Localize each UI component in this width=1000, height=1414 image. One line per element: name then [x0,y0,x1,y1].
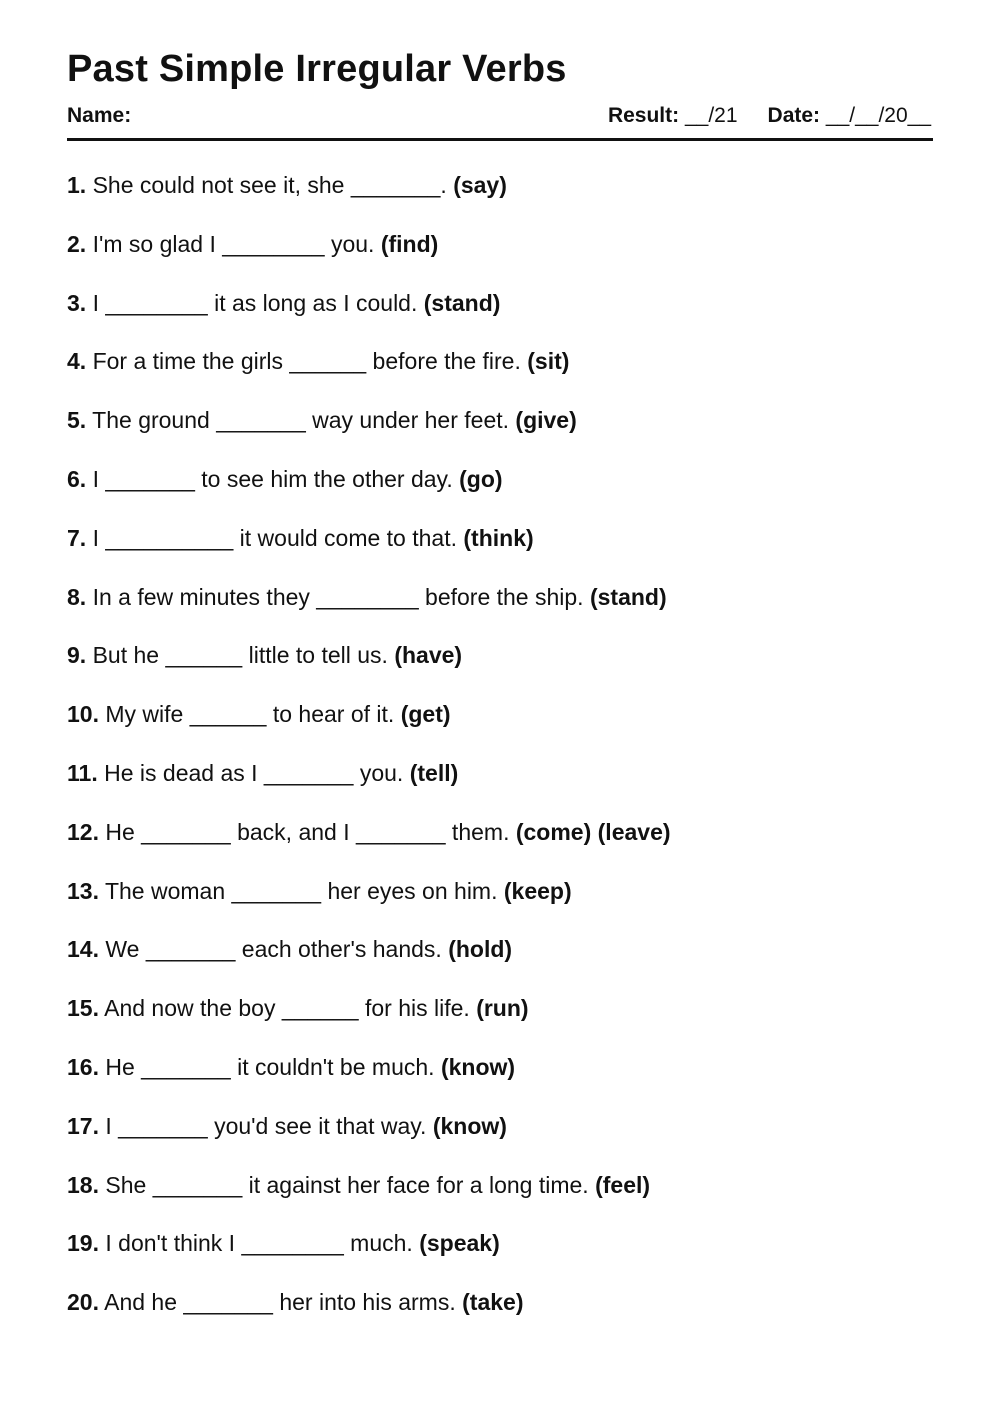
question-text: But he ______ little to tell us. [92,642,388,669]
question-number: 19. [67,1230,99,1257]
question-verb-hint: (take) [462,1289,524,1316]
question-item [67,582,933,641]
question-number: 12. [67,818,99,845]
question-verb-hint: (come) (leave) [515,818,671,845]
question-number: 6. [67,465,87,492]
result-date-group [608,102,931,130]
question-list [67,170,933,1346]
question-text: The ground _______ way under her feet. [92,407,510,434]
question-number: 8. [67,583,87,610]
question-number: 20. [67,1289,99,1316]
question-verb-hint: (get) [400,701,451,728]
question-verb-hint: (keep) [503,877,572,904]
question-verb-hint: (speak) [419,1230,500,1257]
header-divider [67,138,933,141]
question-item [67,464,933,523]
question-text: We _______ each other's hands. [105,936,442,963]
question-text: And now the boy ______ for his life. [104,995,470,1022]
question-verb-hint: (sit) [527,348,570,375]
question-item [67,1228,933,1287]
question-text: I'm so glad I ________ you. [92,230,375,257]
info-row [67,102,933,132]
question-item [67,170,933,229]
question-text: He is dead as I _______ you. [104,759,404,786]
question-number: 11. [67,759,98,786]
question-item [67,1111,933,1170]
question-text: The woman _______ her eyes on him. [104,877,498,904]
question-verb-hint: (hold) [448,936,513,963]
question-number: 3. [67,289,87,316]
question-item [67,934,933,993]
date-value: __/__/20__ [825,104,931,127]
question-item [67,405,933,464]
question-text: For a time the girls ______ before the fire. [92,348,521,375]
question-number: 14. [67,936,99,963]
question-item [67,640,933,699]
question-verb-hint: (stand) [589,583,667,610]
question-verb-hint: (know) [440,1053,516,1080]
question-text: I _______ you'd see it that way. [105,1112,427,1139]
question-item [67,1052,933,1111]
question-number: 16. [67,1053,99,1080]
question-verb-hint: (have) [394,642,463,669]
question-verb-hint: (give) [515,407,577,434]
worksheet-title: Past Simple Irregular Verbs [67,48,567,90]
result-value: __/21 [684,104,738,127]
question-text: My wife ______ to hear of it. [105,701,395,728]
question-text: She could not see it, she _______. [92,172,447,198]
question-number: 2. [67,230,87,257]
question-item [67,817,933,876]
question-number: 13. [67,877,99,904]
question-verb-hint: (feel) [595,1171,651,1198]
result-label: Result: [607,104,680,127]
question-number: 15. [67,995,99,1022]
question-text: He _______ back, and I _______ them. [105,818,510,845]
question-number: 5. [67,407,87,434]
question-text: I don't think I ________ much. [105,1230,413,1257]
date-label: Date: [767,104,821,127]
question-item [67,1287,933,1346]
question-verb-hint: (say) [453,172,507,198]
question-verb-hint: (find) [380,230,439,257]
question-text: I _______ to see him the other day. [92,465,453,492]
question-verb-hint: (run) [476,995,529,1022]
question-verb-hint: (know) [432,1112,507,1139]
question-item [67,288,933,347]
question-number: 7. [67,524,87,551]
question-verb-hint: (stand) [423,289,501,316]
question-number: 4. [67,348,87,375]
question-item [67,229,933,288]
question-item [67,1170,933,1229]
question-item [67,758,933,817]
question-verb-hint: (think) [463,524,534,551]
question-item [67,699,933,758]
question-text: And he _______ her into his arms. [104,1289,456,1316]
question-verb-hint: (go) [459,465,503,492]
question-number: 1. [67,172,87,198]
question-text: In a few minutes they ________ before the ship. [92,583,584,610]
question-text: He _______ it couldn't be much. [105,1053,435,1080]
question-number: 9. [67,642,87,669]
question-item [67,876,933,935]
question-verb-hint: (tell) [409,759,459,786]
question-text: I __________ it would come to that. [92,524,457,551]
question-number: 17. [67,1112,99,1139]
question-item [67,993,933,1052]
question-item [67,346,933,405]
name-label: Name: [67,104,132,127]
question-number: 10. [67,701,99,728]
question-item [67,523,933,582]
question-number: 18. [67,1171,99,1198]
question-text: She _______ it against her face for a long time. [105,1171,589,1198]
question-text: I ________ it as long as I could. [92,289,418,316]
